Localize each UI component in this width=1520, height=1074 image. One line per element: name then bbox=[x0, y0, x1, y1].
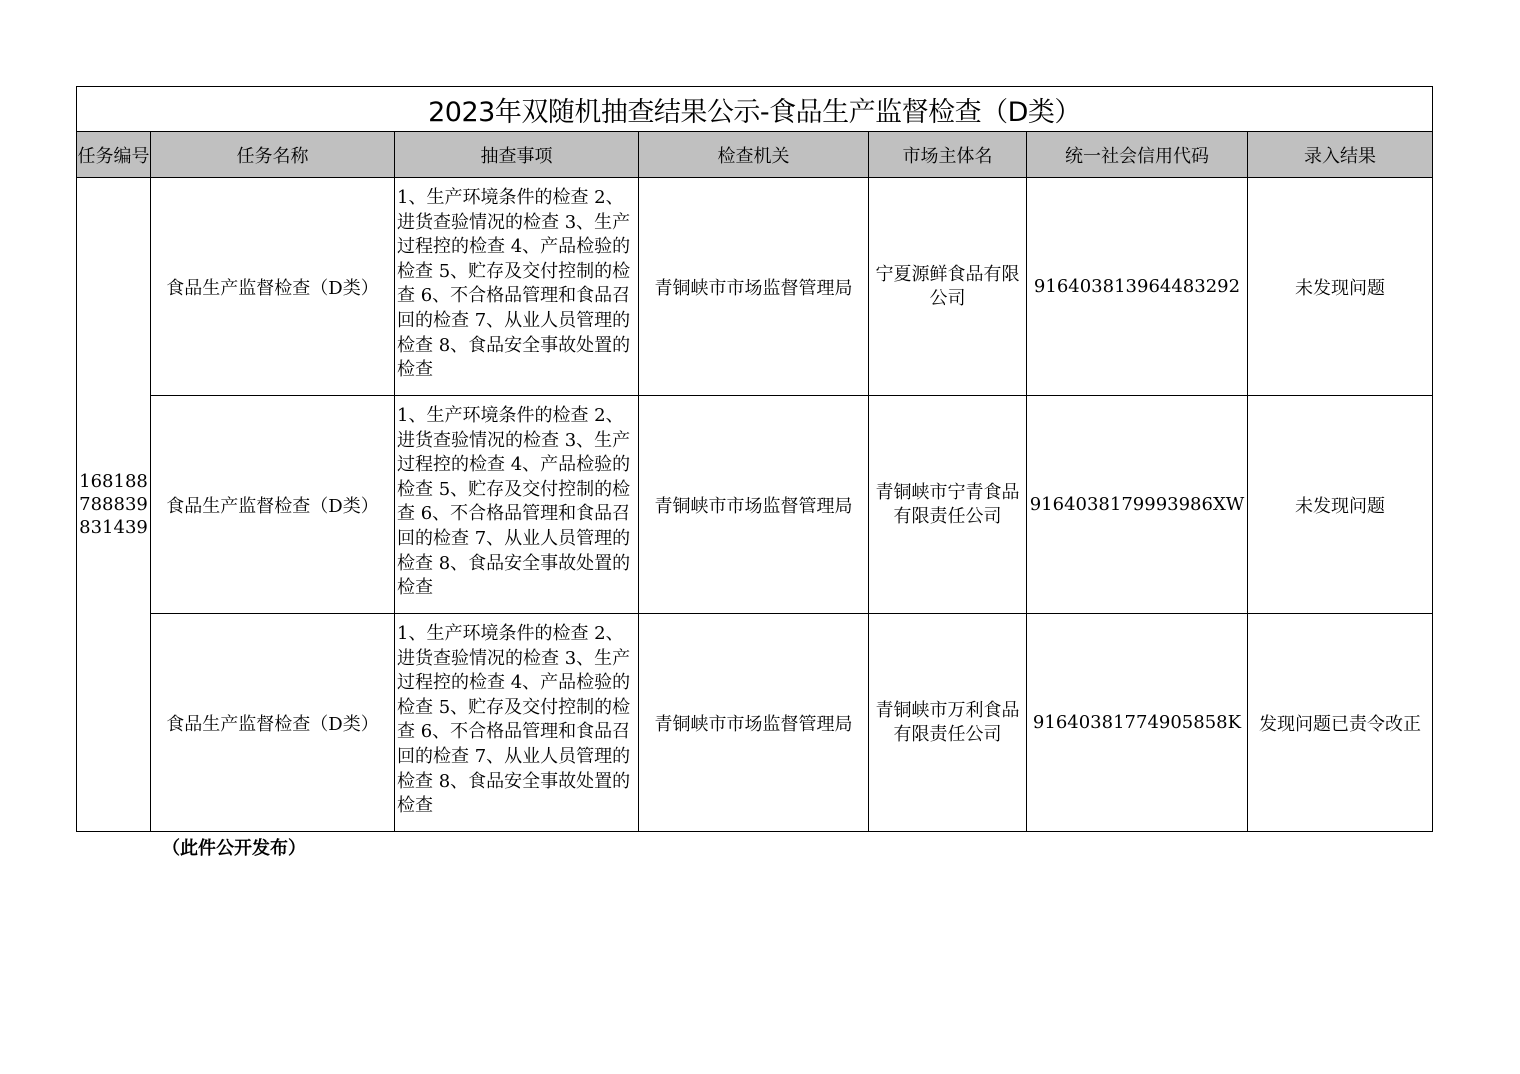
items-cell bbox=[395, 178, 639, 396]
header-task-name: 任务名称 bbox=[151, 132, 395, 178]
task-name-cell: 食品生产监督检查（D类） bbox=[151, 614, 395, 832]
credit-code-cell: 91640381774905858K bbox=[1027, 614, 1248, 832]
task-name-cell: 食品生产监督检查（D类） bbox=[151, 178, 395, 396]
items-text: 1、生产环境条件的检查 2、进货查验情况的检查 3、生产过程控的检查 4、产品检验的检查 5、贮存及交付控制的检查 6、不合格品管理和食品召回的检查 7、从业人员管理的检查 8、食品安全事故处置的检查 bbox=[397, 405, 631, 599]
items-cell bbox=[395, 614, 639, 832]
header-agency: 检查机关 bbox=[639, 132, 869, 178]
task-name-cell: 食品生产监督检查（D类） bbox=[151, 396, 395, 614]
items-text: 1、生产环境条件的检查 2、进货查验情况的检查 3、生产过程控的检查 4、产品检验的检查 5、贮存及交付控制的检查 6、不合格品管理和食品召回的检查 7、从业人员管理的检查 8、食品安全事故处置的检查 bbox=[397, 187, 631, 381]
header-task-id: 任务编号 bbox=[77, 132, 151, 178]
table-row bbox=[77, 614, 1433, 832]
table-row bbox=[77, 396, 1433, 614]
spreadsheet-page bbox=[76, 86, 1432, 832]
result-cell: 发现问题已责令改正 bbox=[1248, 614, 1433, 832]
header-credit-code: 统一社会信用代码 bbox=[1027, 132, 1248, 178]
task-id-cell: 168188788839831439 bbox=[77, 178, 151, 832]
header-result: 录入结果 bbox=[1248, 132, 1433, 178]
items-cell bbox=[395, 396, 639, 614]
result-cell: 未发现问题 bbox=[1248, 178, 1433, 396]
credit-code-cell: 9164038179993986XW bbox=[1027, 396, 1248, 614]
publication-note: （此件公开发布） bbox=[162, 838, 306, 859]
agency-cell: 青铜峡市市场监督管理局 bbox=[639, 396, 869, 614]
subject-cell: 青铜峡市宁青食品有限责任公司 bbox=[869, 396, 1027, 614]
header-subject: 市场主体名 bbox=[869, 132, 1027, 178]
header-row bbox=[77, 132, 1433, 178]
table-row bbox=[77, 178, 1433, 396]
credit-code-cell: 916403813964483292 bbox=[1027, 178, 1248, 396]
inspection-results-table bbox=[76, 86, 1433, 832]
agency-cell: 青铜峡市市场监督管理局 bbox=[639, 614, 869, 832]
table-title: 2023年双随机抽查结果公示-食品生产监督检查（D类） bbox=[77, 87, 1433, 132]
agency-cell: 青铜峡市市场监督管理局 bbox=[639, 178, 869, 396]
items-text: 1、生产环境条件的检查 2、进货查验情况的检查 3、生产过程控的检查 4、产品检验的检查 5、贮存及交付控制的检查 6、不合格品管理和食品召回的检查 7、从业人员管理的检查 8、食品安全事故处置的检查 bbox=[397, 623, 631, 817]
header-items: 抽查事项 bbox=[395, 132, 639, 178]
subject-cell: 宁夏源鲜食品有限公司 bbox=[869, 178, 1027, 396]
result-cell: 未发现问题 bbox=[1248, 396, 1433, 614]
subject-cell: 青铜峡市万利食品有限责任公司 bbox=[869, 614, 1027, 832]
